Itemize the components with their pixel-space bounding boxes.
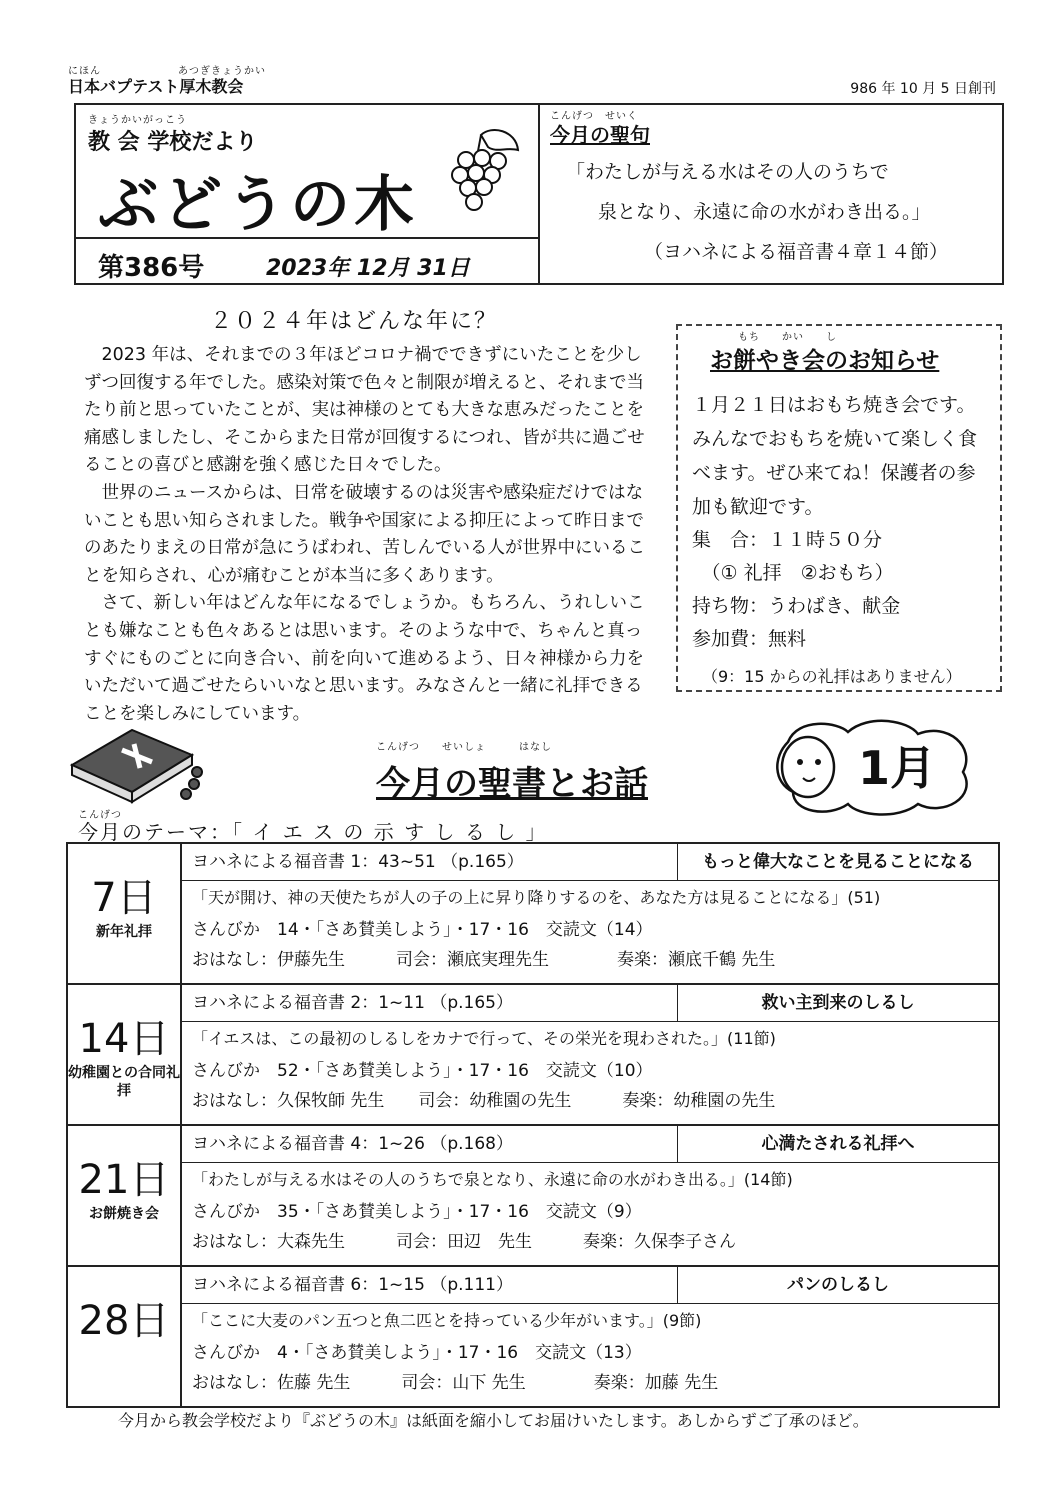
day-event: 新年礼拝 [96, 924, 152, 940]
day-number: 21日 [78, 1157, 170, 1203]
article-paragraph: 2023 年は、それまでの３年ほどコロナ禍でできずにいたことを少しずつ回復する年でした。感染対策で色々と制限が増えると、それまで当たり前と思っていたことが、実は神様のとても大きな恵みだったことを痛感しましたし、そこからまた日常が回復するにつれ、皆が共に過ごせることの喜びと感謝を強く感じた日々でした。 [84, 345, 645, 476]
week-theme: 救い主到来のしるし [761, 993, 915, 1013]
week-day [68, 844, 182, 983]
day-event: 幼稚園との合同礼拝 [68, 1065, 180, 1099]
notice-order: （① 礼拝 ②おもち） [692, 562, 894, 584]
week-quote: 「天が開け、神の天使たちが人の子の上に昇り降りするのを、あなた方は見ることになる」(51) [192, 888, 881, 907]
week-hymn: さんびか 35・「さあ賛美しよう」・17・16 交読文（9） [192, 1202, 642, 1222]
week-hymn: さんびか 52・「さあ賛美しよう」・17・16 交読文（10） [192, 1061, 653, 1081]
week-header [182, 844, 998, 881]
notice-bring: 持ち物：うわばき、献金 [692, 595, 901, 617]
sheep-icon [748, 712, 980, 820]
week-row [68, 1126, 998, 1267]
day-number: 7日 [91, 875, 157, 921]
subtitle: 教 会 学校だより [88, 130, 258, 155]
masthead-left [76, 105, 540, 285]
section-ruby: こんげつ せいしょ はなし [376, 742, 552, 753]
section-title: 今月の聖書とお話 [376, 764, 648, 804]
notice-footnote: （9：15 からの礼拝はありません） [702, 667, 962, 686]
day-event: お餅焼き会 [89, 1206, 159, 1222]
notice-ruby: もち かい し [738, 332, 837, 343]
article-paragraph: 世界のニュースからは、日常を破壊するのは災害や感染症だけではないことも思い知らされました。戦争や国家による抑圧によって昨日までのあたりまえの日常が急にうばわれ、苦しんでいる人が世界中にいることを知らされ、心が痛むことが本当に多くあります。 [84, 482, 646, 586]
week-info [182, 1126, 998, 1265]
week-staff: おはなし：久保牧師 先生 司会：幼稚園の先生 奏楽：幼稚園の先生 [192, 1091, 776, 1111]
scripture-ref: ヨハネによる福音書 1：43~51 （p.165） [182, 844, 678, 880]
week-row [68, 985, 998, 1126]
footer-note: 今月から教会学校だより『ぶどうの木』は紙面を縮小してお届けいたします。あしからずご了承のほど。 [118, 1411, 869, 1430]
notice-box [676, 324, 1002, 692]
week-info [182, 985, 998, 1124]
notice-body [692, 388, 992, 656]
notice-fee: 参加費：無料 [692, 628, 807, 650]
month-label: 1月 [858, 741, 937, 795]
week-day [68, 1126, 182, 1265]
week-hymn: さんびか 4・「さあ賛美しよう」・17・16 交読文（13） [192, 1343, 642, 1363]
week-quote: 「ここに大麦のパン五つと魚二匹とを持っている少年がいます。」(9節) [192, 1311, 702, 1330]
week-day [68, 985, 182, 1124]
week-theme: もっと偉大なことを見ることになる [702, 852, 974, 872]
week-hymn: さんびか 14・「さあ賛美しよう」・17・16 交読文（14） [192, 920, 653, 940]
issue-row [76, 237, 538, 287]
article-paragraph: さて、新しい年はどんな年になるでしょうか。もちろん、うれしいことも嫌なことも色々あるとは思います。そのような中で、ちゃんと真っすぐにものごとに向き合い、前を向いて進めるよう、日々神様から力をいただいて過ごせたらいいなと思います。みなさんと一緒に礼拝できることを楽しみにしています。 [84, 593, 645, 724]
week-header [182, 1126, 998, 1163]
theme-ruby: こんげつ [78, 810, 122, 821]
verse-line-1: 「わたしが与える水はその人のうちで [566, 161, 889, 183]
week-staff: おはなし：伊藤先生 司会：瀬底実理先生 奏楽：瀬底千鶴 先生 [192, 950, 776, 970]
week-row [68, 844, 998, 985]
day-number: 14日 [78, 1016, 170, 1062]
schedule-table [66, 842, 1000, 1408]
masthead [74, 103, 1004, 285]
verse-line-2: 泉となり、永遠に命の水がわき出る。」 [598, 201, 931, 223]
scripture-ref: ヨハネによる福音書 4：1~26 （p.168） [182, 1126, 678, 1162]
verse-reference: （ヨハネによる福音書４章１４節） [644, 241, 949, 263]
scripture-ref: ヨハネによる福音書 2：1~11 （p.165） [182, 985, 678, 1021]
week-staff: おはなし：大森先生 司会：田辺 先生 奏楽：久保李子さん [192, 1232, 736, 1252]
church-ruby: にほん あつぎきょうかい [68, 66, 266, 77]
subtitle-ruby: きょうかいがっこう [88, 115, 187, 126]
day-number: 28日 [78, 1298, 170, 1344]
week-theme: 心満たされる礼拝へ [761, 1134, 915, 1154]
week-info [182, 844, 998, 983]
week-quote: 「イエスは、この最初のしるしをカナで行って、その栄光を現わされた。」(11節) [192, 1029, 776, 1048]
week-header [182, 1267, 998, 1304]
week-header [182, 985, 998, 1022]
founded-date: 986 年 10 月 5 日創刊 [850, 81, 996, 97]
verse-title: 今月の聖句 [550, 123, 650, 147]
scripture-ref: ヨハネによる福音書 6：1~15 （p.111） [182, 1267, 678, 1303]
week-theme: パンのしるし [787, 1275, 889, 1295]
verse-ruby: こんげつ せいく [550, 111, 638, 122]
week-quote: 「わたしが与える水はその人のうちで泉となり、永遠に命の水がわき出る。」(14節) [192, 1170, 793, 1189]
article-body [84, 342, 654, 728]
notice-gather: 集 合：１１時５０分 [692, 529, 883, 551]
monthly-theme: 今月のテーマ：「 イ エ ス の 示 す し る し 」 [78, 820, 548, 844]
issue-number: 第386号 [98, 253, 205, 283]
notice-title: お餅やき会のお知らせ [710, 348, 940, 374]
notice-text: １月２１日はおもち焼き会です。みんなでおもちを焼いて楽しく食べます。ぜひ来てね！保護者の参加も歓迎です。 [692, 394, 978, 518]
week-day [68, 1267, 182, 1406]
week-staff: おはなし：佐藤 先生 司会：山下 先生 奏楽：加藤 先生 [192, 1373, 719, 1393]
article-title: ２０２４年はどんな年に？ [210, 309, 499, 334]
newsletter-title: ぶどうの木 [98, 170, 418, 240]
grape-icon [436, 125, 526, 220]
bible-icon [62, 710, 212, 810]
church-name: 日本バプテスト厚木教会 [68, 77, 244, 96]
issue-date: 2023年 12月 31日 [266, 256, 470, 281]
week-info [182, 1267, 998, 1406]
week-row [68, 1267, 998, 1406]
